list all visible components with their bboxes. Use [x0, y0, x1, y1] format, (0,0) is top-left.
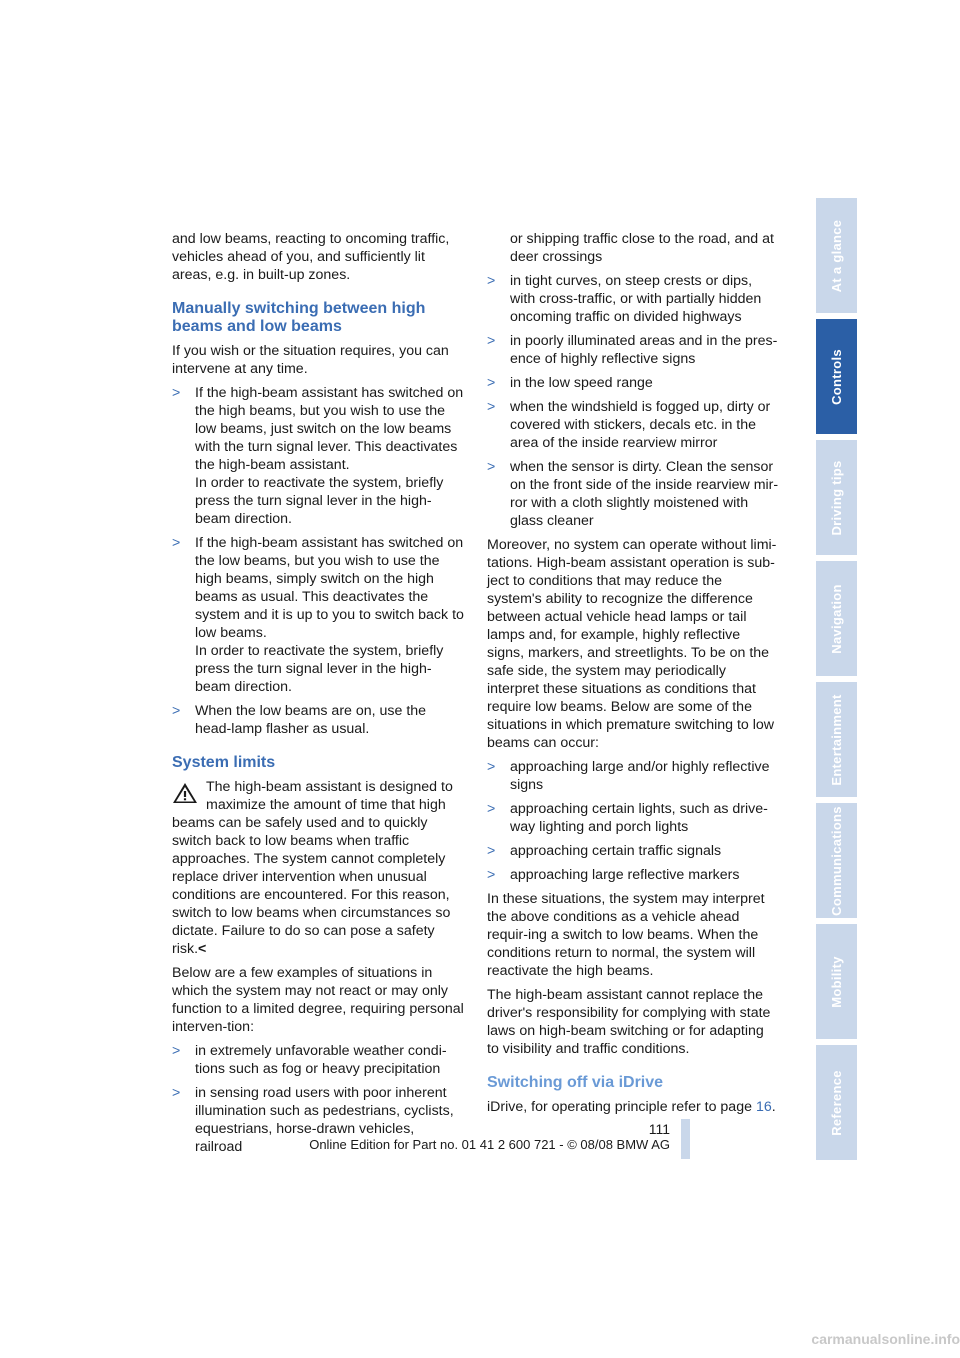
paragraph: If you wish or the situation requires, you can intervene at any time.: [172, 343, 449, 377]
tab-navigation[interactable]: [816, 561, 857, 676]
list-item-text: in poorly illuminated areas and in the pres-ence of highly reflective signs: [510, 333, 778, 367]
page-number: 111: [648, 1121, 670, 1137]
intro-paragraph: and low beams, reacting to oncoming traffic, vehicles ahead of you, and sufficiently lit areas, e.g. in built-up zones.: [172, 231, 450, 283]
warning-line: beams can be safely used and to quickly switch back to low beams when traffic approaches. The system cannot completely replace driver intervention when unusual conditions are encountered. For this reason, switch to low beams when circumstances so dictate. Failure to do so can pose a safety risk.: [172, 815, 451, 957]
list-item-text: when the sensor is dirty. Clean the sensor on the front side of the inside rearview mir-ror with a cloth slightly moistened with glass cleaner: [510, 459, 779, 529]
section-tabs: [816, 198, 857, 1166]
paragraph: The high-beam assistant cannot replace the driver's responsibility for complying with state laws on high-beam switching or for adapting to visibility and traffic conditions.: [487, 987, 771, 1057]
footer-text: Online Edition for Part no. 01 41 2 600 721 - © 08/08 BMW AG: [309, 1137, 670, 1152]
list-item: [487, 332, 779, 368]
bullet-mark: >: [487, 333, 496, 349]
tab-label: Navigation: [828, 583, 844, 654]
bullet-mark: >: [172, 1043, 181, 1059]
list-item-text: in tight curves, on steep crests or dips, with cross-traffic, or with partially hidden oncoming traffic on divided highways: [510, 273, 762, 325]
bullet-mark: >: [487, 375, 496, 391]
list-item-text: If the high-beam assistant has switched on the low beams, but you wish to use the high beams, simply switch on the high beams as usual. This deactivates the system and it is up to you to switch back to low beams.: [195, 535, 464, 641]
tab-reference[interactable]: [816, 1045, 857, 1160]
list-item: [172, 1042, 464, 1078]
list-item-continued: [487, 230, 779, 266]
bullet-mark: >: [172, 703, 181, 719]
bullet-mark: >: [487, 759, 496, 775]
list-item: [487, 842, 779, 860]
list-item: [487, 758, 779, 794]
list-item-text: in sensing road users with poor inherent illumination such as pedestrians, cyclists, equestrians, horse-drawn vehicles, railroad: [195, 1085, 454, 1155]
list-item-text: or shipping traffic close to the road, and at deer crossings: [510, 231, 774, 265]
tab-driving-tips[interactable]: [816, 440, 857, 555]
warning-line: The high-beam assistant is designed to: [206, 779, 453, 795]
list-item-text: If the high-beam assistant has switched on the high beams, but you wish to use the low beams, just switch on the low beams with the turn signal lever. This deactivates the high-beam assistant.: [195, 385, 464, 473]
bullet-mark: >: [172, 535, 181, 551]
tab-label: Driving tips: [828, 459, 844, 536]
warning-line: maximize the amount of time that high: [206, 797, 446, 813]
list-item: [487, 398, 779, 452]
paragraph: Moreover, no system can operate without limi-tations. High-beam assistant operation is sub-ject to conditions that may reduce the system's ability to recognize the difference between actual vehicle head lamps or tail lamps and, for example, highly reflective signs, markers, and streetlights. To be on the safe side, the system may periodically interpret these situations as conditions that require low beams. Below are some of the situations in which premature switching to low beams can occur:: [487, 537, 777, 751]
bullet-mark: >: [487, 801, 496, 817]
list-item-text: in extremely unfavorable weather condi-tions such as fog or heavy precipitation: [195, 1043, 447, 1077]
heading-manual-switching: Manually switching between high beams and low beams: [172, 300, 426, 335]
list-item-text: When the low beams are on, use the head-lamp flasher as usual.: [195, 703, 427, 737]
right-column: [487, 230, 779, 1122]
heading-switching-off: Switching off via iDrive: [487, 1074, 664, 1091]
warning-triangle-icon: [172, 782, 198, 804]
list-item: [487, 458, 779, 530]
list-item-text: approaching large reflective markers: [510, 867, 740, 883]
list-item: [487, 866, 779, 884]
list-item-text: approaching certain lights, such as drive-way lighting and porch lights: [510, 801, 768, 835]
paragraph: In these situations, the system may interpret the above conditions as a vehicle ahead requir-ing a switch to low beams. When the conditions return to normal, the system will reactivate the high beams.: [487, 891, 765, 979]
tab-label: Entertainment: [828, 693, 844, 786]
bullet-mark: >: [487, 399, 496, 415]
tab-entertainment[interactable]: [816, 682, 857, 797]
bullet-mark: >: [487, 843, 496, 859]
list-item: [172, 384, 464, 528]
tab-mobility[interactable]: [816, 924, 857, 1039]
paragraph-end: .: [771, 1099, 776, 1115]
list-item-text: In order to reactivate the system, briefly press the turn signal lever in the high-beam direction.: [195, 475, 444, 527]
list-item: [487, 800, 779, 836]
list-item: [487, 374, 779, 392]
tab-label: Mobility: [828, 955, 844, 1008]
bullet-mark: >: [487, 459, 496, 475]
bullet-mark: >: [172, 385, 181, 401]
tab-communications[interactable]: [816, 803, 857, 918]
watermark: carmanualsonline.info: [811, 1331, 960, 1347]
paragraph-text: iDrive, for operating principle refer to page: [487, 1099, 752, 1115]
tab-label: At a glance: [828, 219, 844, 292]
warning-text: [172, 778, 464, 958]
bullet-mark: >: [487, 867, 496, 883]
bullet-mark: >: [487, 273, 496, 289]
list-item-text: approaching large and/or highly reflective signs: [510, 759, 770, 793]
list-item: [487, 272, 779, 326]
tab-at-a-glance[interactable]: [816, 198, 857, 313]
page-marker: [681, 1119, 690, 1159]
tab-label: Reference: [828, 1069, 844, 1136]
tab-label: Controls: [828, 348, 844, 405]
page-link[interactable]: 16: [755, 1099, 772, 1115]
tab-controls[interactable]: [816, 319, 857, 434]
heading-system-limits: System limits: [172, 754, 276, 771]
paragraph: Below are a few examples of situations in which the system may not react or may only function to a limited degree, requiring personal interven-tion:: [172, 965, 464, 1035]
left-column: [172, 230, 464, 1162]
list-item-text: when the windshield is fogged up, dirty or covered with stickers, decals etc. in the area of the inside rearview mirror: [510, 399, 771, 451]
list-item-text: in the low speed range: [510, 375, 653, 391]
tab-label: Communications: [828, 805, 844, 916]
end-mark: <: [198, 941, 207, 957]
bullet-mark: >: [172, 1085, 181, 1101]
paragraph: [487, 1098, 779, 1116]
warning-note: [172, 778, 464, 958]
list-item: [172, 534, 464, 696]
list-item: [172, 702, 464, 738]
list-item-text: approaching certain traffic signals: [510, 843, 722, 859]
list-item-text: In order to reactivate the system, briefly press the turn signal lever in the high-beam direction.: [195, 643, 444, 695]
